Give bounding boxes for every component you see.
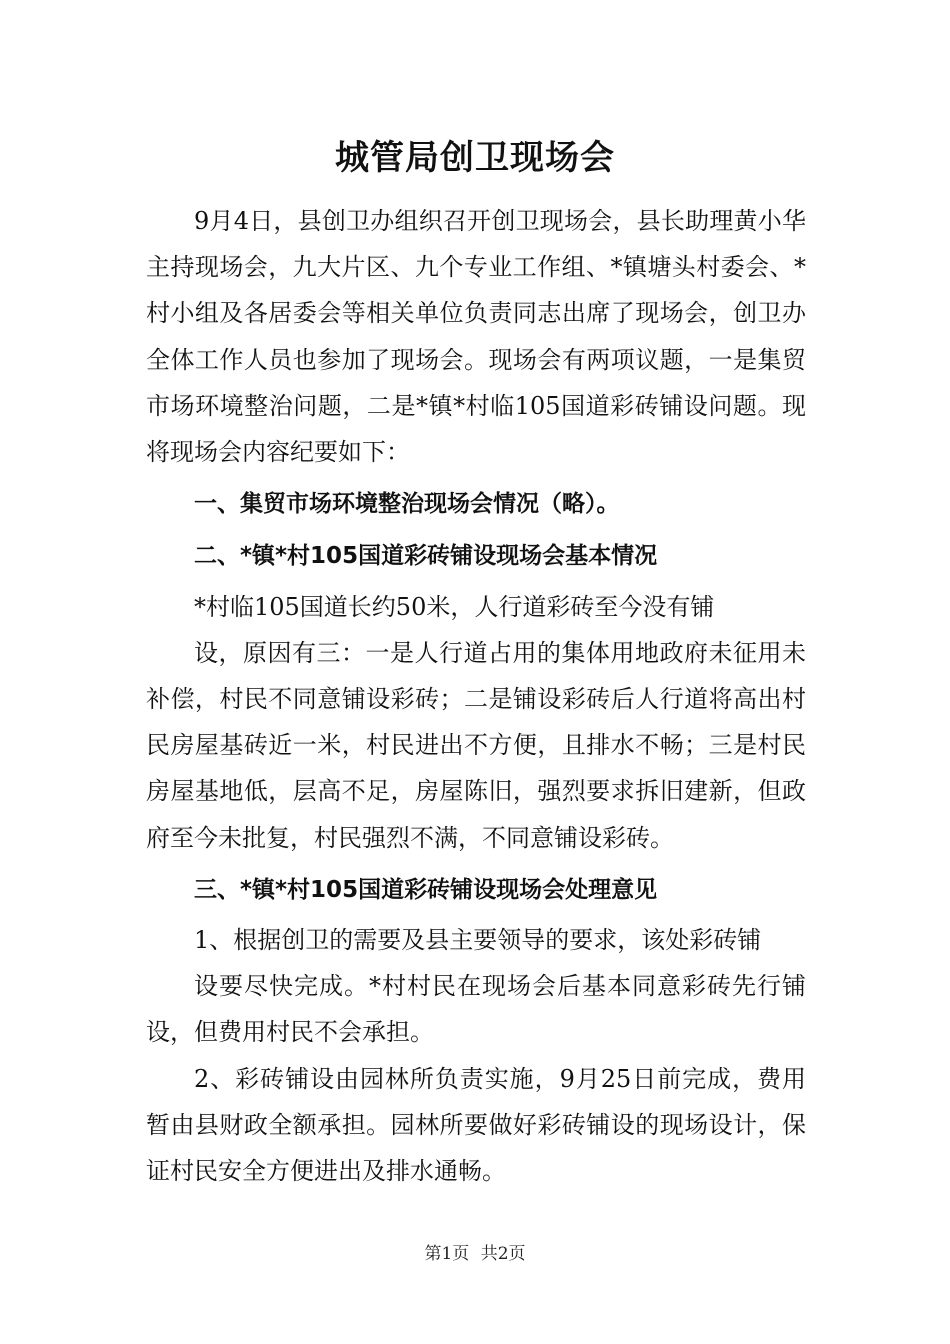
section-2-line-1: *村临105国道长约50米，人行道彩砖至今没有铺 — [194, 592, 715, 621]
section-heading-2: 二、*镇*村105国道彩砖铺设现场会基本情况 — [194, 543, 658, 570]
section-2-paragraph: 设，原因有三：一是人行道占用的集体用地政府未征用未补偿，村民不同意铺设彩砖；二是铺设彩砖后人行道将高出村民房屋基砖近一米，村民进出不方便，且排水不畅；三是村民房屋基地低，层高不足，房屋陈旧，强烈要求拆旧建新，但政府至今未批复，村民强烈不满，不同意铺设彩砖。 — [146, 638, 806, 852]
opinion-2-paragraph: 2、彩砖铺设由园林所负责实施，9月25日前完成，费用暂由县财政全额承担。园林所要做好彩砖铺设的现场设计，保证村民安全方便进出及排水通畅。 — [146, 1064, 806, 1186]
opinion-1-line-1: 1、根据创卫的需要及县主要领导的要求，该处彩砖铺 — [194, 926, 762, 955]
document-body — [146, 198, 806, 1194]
section-heading-3: 三、*镇*村105国道彩砖铺设现场会处理意见 — [194, 876, 658, 903]
opinion-1-paragraph: 设要尽快完成。*村村民在现场会后基本同意彩砖先行铺设，但费用村民不会承担。 — [146, 972, 806, 1047]
document-title: 城管局创卫现场会 — [335, 138, 615, 178]
page-total: 共2页 — [480, 1244, 526, 1264]
page-number: 第1页 — [424, 1244, 470, 1264]
intro-paragraph: 9月4日，县创卫办组织召开创卫现场会，县长助理黄小华主持现场会，九大片区、九个专业工作组、*镇塘头村委会、*村小组及各居委会等相关单位负责同志出席了现场会，创卫办全体工作人员也参加了现场会。现场会有两项议题，一是集贸市场环境整治问题，二是*镇*村临105国道彩砖铺设问题。现将现场会内容纪要如下： — [146, 207, 806, 467]
page-footer — [0, 1243, 950, 1265]
section-heading-1: 一、集贸市场环境整治现场会情况（略）。 — [194, 491, 620, 518]
